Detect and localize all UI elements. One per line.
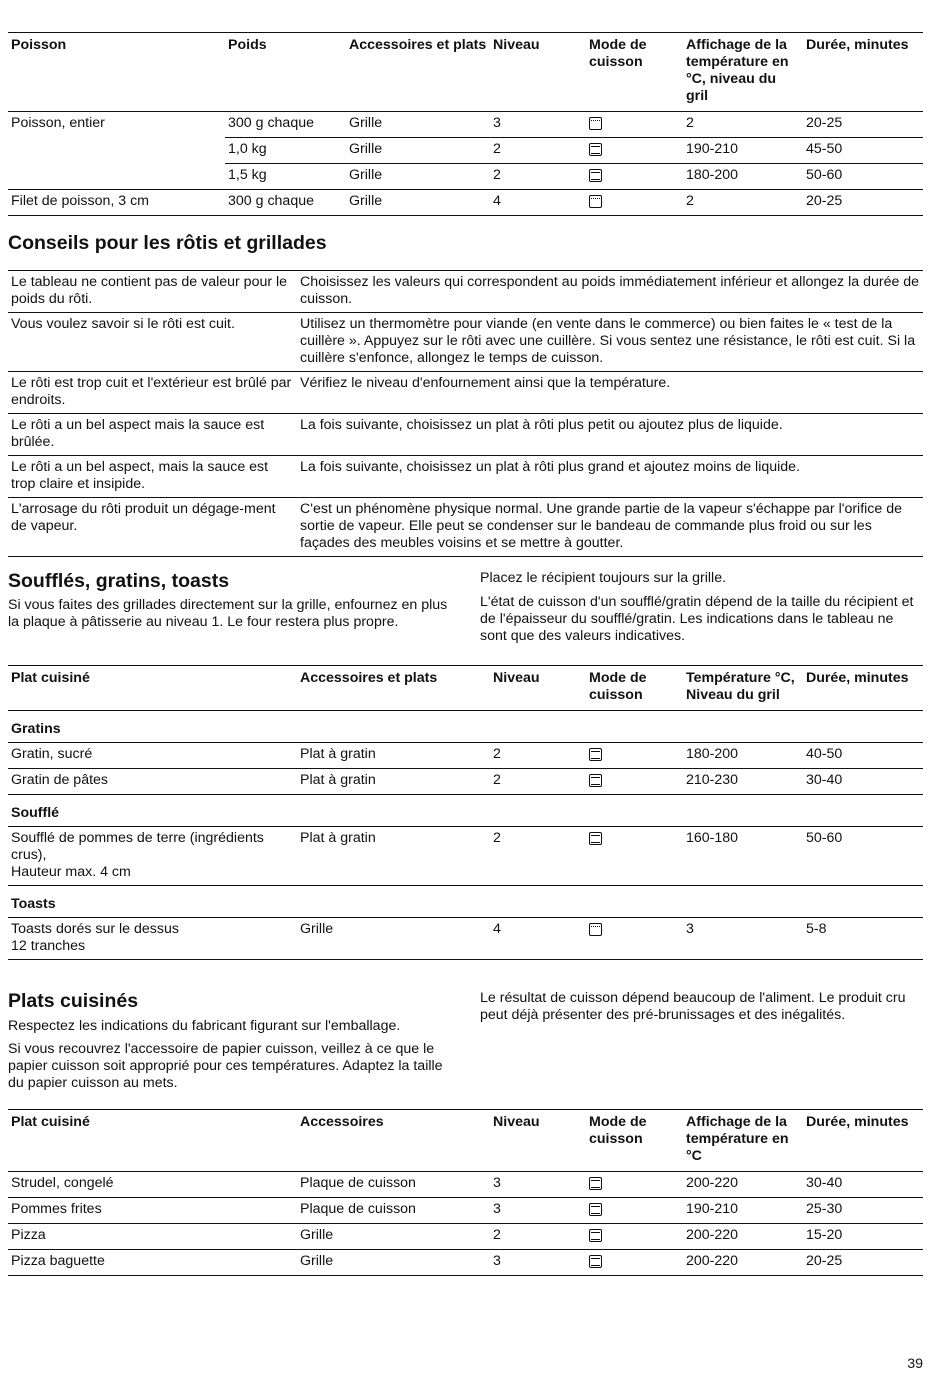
column-header: Mode de cuisson: [586, 1110, 683, 1172]
group-label-row: Soufflé: [8, 795, 923, 827]
column-header: Niveau: [490, 666, 586, 711]
table-row: Pizza Grille 2 200-220 15-20: [8, 1224, 923, 1250]
paragraph: Respectez les indications du fabricant figurant sur l'emballage.: [8, 1018, 401, 1034]
plats-table: [8, 1109, 923, 1276]
column-header: Accessoires et plats: [297, 666, 490, 711]
table-row: Pizza baguette Grille 3 200-220 20-25: [11, 1253, 843, 1269]
table-row: Poisson, entier 300 g chaque Grille 3 2 20-25: [8, 112, 923, 138]
table-row: Le rôti est trop cuit et l'extérieur est brûlé par endroits. Vérifiez le niveau d'enfournement ainsi que la température.: [8, 372, 923, 414]
column-header: Température °C, Niveau du gril: [683, 666, 803, 711]
group-label-row: Toasts: [8, 886, 923, 918]
column-header: Poids: [225, 33, 346, 112]
table-row: Le rôti a un bel aspect, mais la sauce est trop claire et insipide. La fois suivante, choisissez un plat à rôti plus grand et ajoutez moins de liquide.: [8, 456, 923, 498]
paragraph: Placez le récipient toujours sur la grille.: [480, 570, 727, 586]
column-header: Durée, minutes: [803, 1110, 923, 1172]
column-header: Affichage de la température en °C, niveau du gril: [683, 33, 803, 112]
table-header: [8, 33, 923, 112]
table-row: Vous voulez savoir si le rôti est cuit. Utilisez un thermomètre pour viande (en vente dans le commerce) ou bien faites le « test de la cuillère ». Appuyez sur le rôti avec une cuillère. Si vous sentez une résistance, le rôti est cuit. Si la cuillère s'enfonce, allongez le temps de cuisson.: [8, 313, 923, 372]
section-title-tips: Conseils pour les rôtis et grillades: [8, 232, 327, 254]
column-header: Mode de cuisson: [586, 666, 683, 711]
column-header: Niveau: [490, 1110, 586, 1172]
table-header: [8, 666, 923, 711]
heat-icon: [589, 1203, 602, 1216]
heat-icon: [589, 1229, 602, 1242]
column-header: Niveau: [490, 33, 586, 112]
column-header: Affichage de la température en °C: [683, 1110, 803, 1172]
table-row: Soufflé de pommes de terre (ingrédients crus), Hauteur max. 4 cm Plat à gratin 2 160-180 50-60: [8, 827, 923, 886]
column-header: Plat cuisiné: [8, 666, 297, 711]
souffles-table: [8, 665, 923, 960]
table-row: 1,0 kg Grille 2 190-210 45-50: [8, 138, 923, 164]
fish-table: [8, 32, 923, 216]
section-title-souffles: Soufflés, gratins, toasts: [8, 570, 230, 592]
column-header: Accessoires: [297, 1110, 490, 1172]
column-header: Durée, minutes: [803, 33, 923, 112]
section-title-plats: Plats cuisinés: [8, 990, 139, 1012]
page-number: 39: [907, 1356, 923, 1372]
heat-icon: [589, 1177, 602, 1190]
column-header: Durée, minutes: [803, 666, 923, 711]
table-row: L'arrosage du rôti produit un dégage-ment de vapeur. C'est un phénomène physique normal. Une grande partie de la vapeur s'échappe par l'orifice de sortie de vapeur. Elle peut se condenser sur le bandeau de commande plus froid ou sur les façades des meubles voisins et se mettre à goutter.: [11, 501, 903, 551]
table-row: 1,5 kg Grille 2 180-200 50-60: [8, 164, 923, 190]
paragraph: Si vous faites des grillades directement sur la grille, enfournez en plus la plaque à pâtisserie au niveau 1. Le four restera plus propre.: [8, 597, 448, 630]
grill-icon: [589, 117, 602, 130]
paragraph: Le résultat de cuisson dépend beaucoup de l'aliment. Le produit cru peut déjà présenter des pré-brunissages et des inégalités.: [480, 990, 906, 1023]
heat-icon: [589, 1255, 602, 1268]
table-row: Gratin, sucré Plat à gratin 2 180-200 40-50: [8, 743, 923, 769]
paragraph: L'état de cuisson d'un soufflé/gratin dépend de la taille du récipient et de l'épaisseur du soufflé/gratin. Les indications dans le tableau ne sont que des valeurs indicatives.: [480, 594, 914, 644]
paragraph: Si vous recouvrez l'accessoire de papier cuisson, veillez à ce que le papier cuisson soit approprié pour ces températures. Adaptez la taille du papier cuisson au mets.: [8, 1041, 443, 1091]
heat-icon: [589, 748, 602, 761]
column-header: Poisson: [8, 33, 225, 112]
grill-icon: [589, 195, 602, 208]
heat-icon: [589, 143, 602, 156]
table-row: Pommes frites Plaque de cuisson 3 190-210 25-30: [8, 1198, 923, 1224]
heat-icon: [589, 169, 602, 182]
column-header: Mode de cuisson: [586, 33, 683, 112]
table-row: Le tableau ne contient pas de valeur pour le poids du rôti. Choisissez les valeurs qui correspondent au poids immédiatement inférieur et allongez la durée de cuisson.: [8, 271, 923, 313]
group-label-row: Gratins: [8, 711, 923, 743]
column-header: Plat cuisiné: [8, 1110, 297, 1172]
table-row: Le rôti a un bel aspect mais la sauce est brûlée. La fois suivante, choisissez un plat à rôti plus petit ou ajoutez plus de liquide.: [8, 414, 923, 456]
table-row: Gratin de pâtes Plat à gratin 2 210-230 30-40: [8, 769, 923, 795]
heat-icon: [589, 832, 602, 845]
table-row: Strudel, congelé Plaque de cuisson 3 200-220 30-40: [8, 1172, 923, 1198]
table-header: [8, 1110, 923, 1172]
tips-table: [8, 270, 923, 557]
grill-icon: [589, 923, 602, 936]
column-header: Accessoires et plats: [346, 33, 490, 112]
table-row: Toasts dorés sur le dessus 12 tranches Grille 4 3 5-8: [11, 921, 827, 954]
heat-icon: [589, 774, 602, 787]
table-row: Filet de poisson, 3 cm 300 g chaque Grille 4 2 20-25: [11, 193, 843, 209]
